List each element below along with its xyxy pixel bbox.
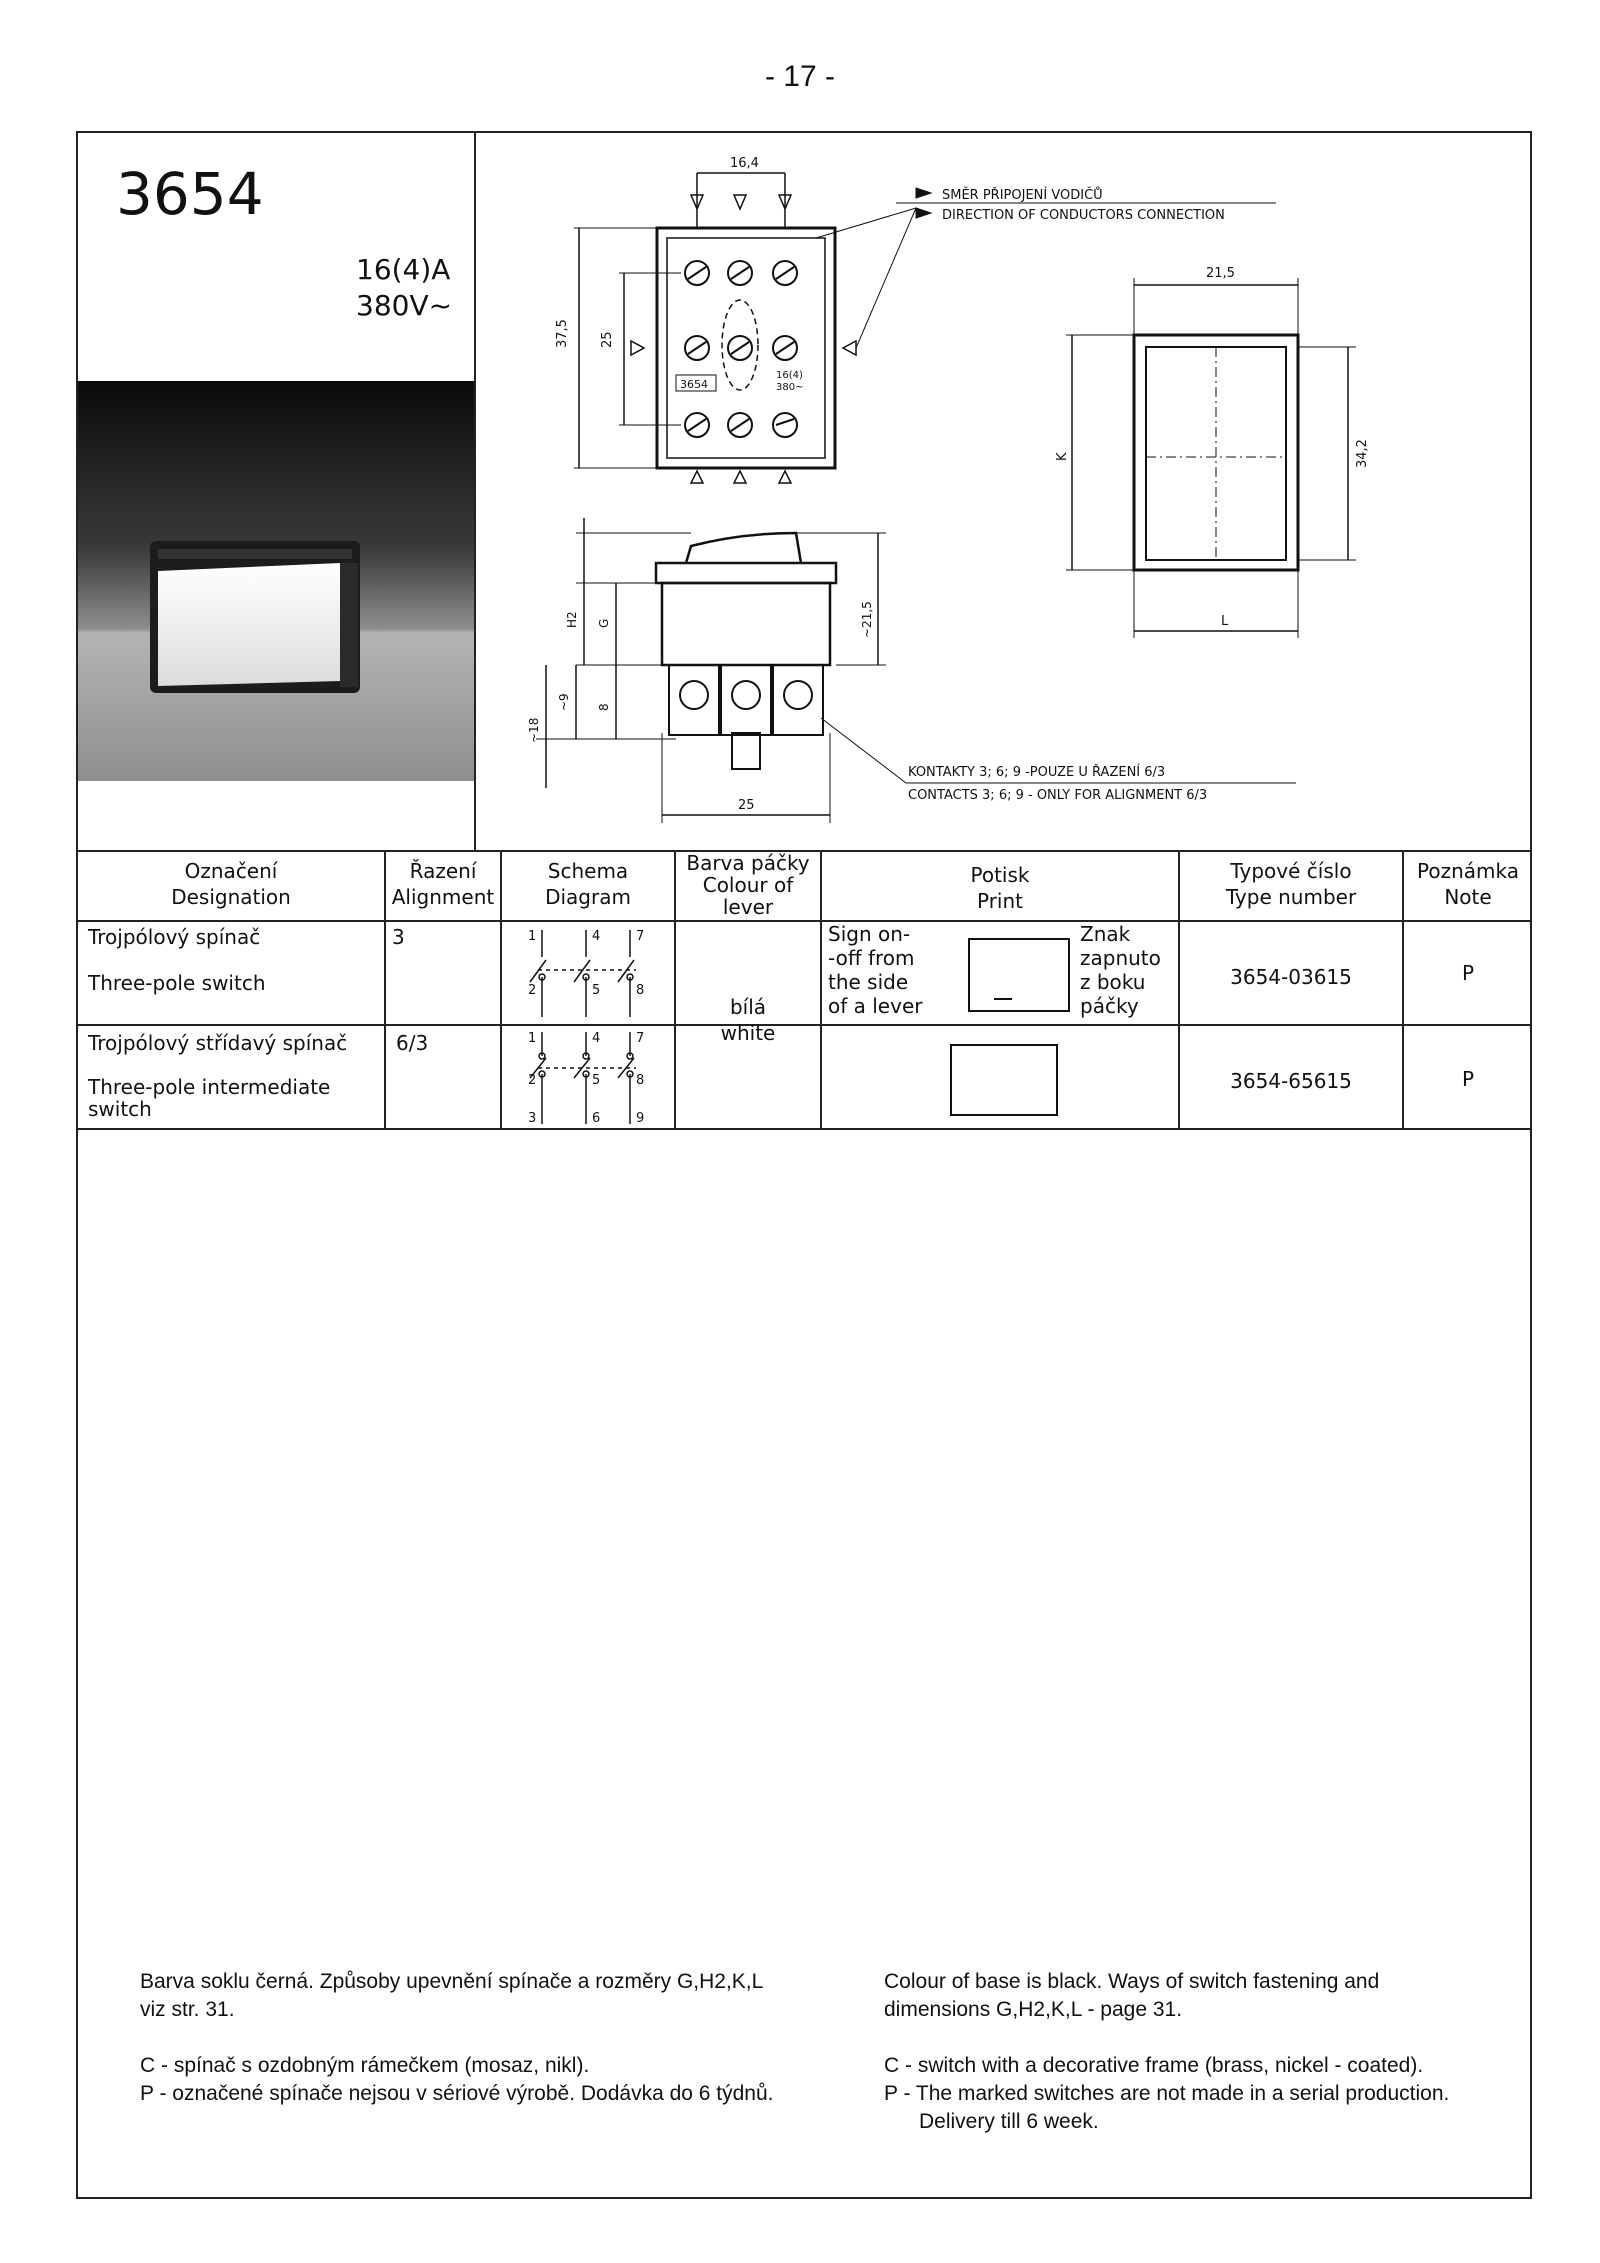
diag-num: 4 (592, 929, 601, 944)
header-diagram: Schema Diagram (545, 859, 631, 909)
note-cz-1: Barva soklu černá. Způsoby upevnění spínače a rozměry G,H2,K,L viz str. 31. (140, 1970, 764, 2021)
note-en-contacts: CONTACTS 3; 6; 9 - ONLY FOR ALIGNMENT 6/3 (908, 788, 1208, 803)
header-alignment: Řazení Alignment (391, 859, 495, 909)
dim-37-5: 37,5 (555, 319, 570, 348)
header-type-number: Typové číslo Type number (1225, 859, 1357, 909)
header-designation: Označení Designation (171, 859, 291, 909)
dim-K: K (1055, 452, 1070, 461)
diag-num: 2 (528, 983, 537, 998)
note-en-1: Colour of base is black. Ways of switch fastening and dimensions G,H2,K,L - page 31. (884, 1970, 1380, 2021)
print-mark (994, 998, 1012, 1000)
diag-num: 2 (528, 1073, 537, 1088)
row1-type-number: 3654-03615 (1230, 965, 1352, 989)
diag-num: 7 (636, 1031, 645, 1046)
top-view (555, 156, 916, 483)
row1-print-left: Sign on- -off from the side of a lever (828, 922, 923, 1018)
header-print: Potisk Print (970, 863, 1030, 913)
model-number: 3654 (116, 160, 264, 228)
dim-9: ~9 (557, 693, 571, 711)
note-en-3: P - The marked switches are not made in a serial production. Delivery till 6 week. (884, 2082, 1450, 2133)
diag-num: 6 (592, 1111, 601, 1126)
row1-designation-cz: Trojpólový spínač (88, 925, 261, 949)
dim-8: 8 (597, 703, 611, 711)
row1-diagram (502, 922, 674, 1024)
rating (356, 252, 452, 324)
dim-L: L (1221, 614, 1229, 629)
diag-num: 1 (528, 929, 537, 944)
colour-value: bílá white (720, 995, 776, 1045)
dim-18: ~18 (527, 717, 541, 743)
direction-note (896, 187, 1276, 223)
row2-designation-en: Three-pole intermediate switch (88, 1075, 331, 1121)
technical-drawing (476, 133, 1530, 849)
product-photo (78, 381, 474, 781)
row1-print-right: Znak zapnuto z boku páčky (1080, 922, 1161, 1018)
diag-num: 3 (528, 1111, 537, 1126)
side-view (527, 518, 1296, 823)
front-view (1055, 266, 1370, 638)
rating-current: 16(4)A (356, 253, 451, 286)
dim-G: G (597, 618, 611, 628)
diag-num: 5 (592, 1073, 601, 1088)
dim-25-h: 25 (738, 798, 755, 813)
diag-num: 9 (636, 1111, 645, 1126)
note-cz-direction: SMĚR PŘIPOJENÍ VODIČŮ (942, 188, 1103, 203)
dim-H2: H2 (565, 611, 579, 628)
note-cz-3: P - označené spínače nejsou v sériové výrobě. Dodávka do 6 týdnů. (140, 2082, 774, 2105)
header-note: Poznámka Note (1417, 859, 1519, 909)
rating-voltage: 380V~ (356, 289, 453, 322)
row2-note: P (1461, 1067, 1475, 1091)
dim-34-2: 34,2 (1355, 439, 1370, 468)
dim-25-v: 25 (600, 331, 615, 348)
diag-num: 8 (636, 1073, 645, 1088)
table-header-border (76, 920, 1532, 922)
page-number: - 17 - (764, 60, 836, 93)
diag-num: 5 (592, 983, 601, 998)
body-label-voltage: 380~ (776, 382, 804, 393)
dim-21-5-top: 21,5 (1206, 266, 1235, 281)
body-label-rating: 16(4) (776, 370, 803, 381)
note-en-2: C - switch with a decorative frame (brass, nickel - coated). (884, 2054, 1424, 2077)
diag-num: 1 (528, 1031, 537, 1046)
row2-diagram (502, 1026, 674, 1128)
note-en-direction: DIRECTION OF CONDUCTORS CONNECTION (942, 208, 1225, 223)
note-cz-contacts: KONTAKTY 3; 6; 9 -POUZE U ŘAZENÍ 6/3 (908, 765, 1166, 780)
row1-designation-en: Three-pole switch (88, 971, 266, 995)
row2-print-box (950, 1044, 1058, 1116)
table-bottom-border (76, 1128, 1532, 1130)
body-label-model: 3654 (680, 378, 708, 391)
row1-alignment: 3 (392, 925, 405, 949)
diag-num: 4 (592, 1031, 601, 1046)
diag-num: 7 (636, 929, 645, 944)
diag-num: 8 (636, 983, 645, 998)
note-cz-2: C - spínač s ozdobným rámečkem (mosaz, nikl). (140, 2054, 590, 2077)
header-colour: Barva páčky Colour of lever (686, 851, 810, 919)
row2-type-number: 3654-65615 (1230, 1069, 1352, 1093)
row2-designation-cz: Trojpólový střídavý spínač (88, 1031, 348, 1055)
row1-print-box (968, 938, 1070, 1012)
dim-16-4: 16,4 (730, 156, 759, 171)
dim-21-5-side: ~21,5 (860, 601, 874, 638)
row2-alignment: 6/3 (396, 1031, 429, 1055)
row1-note: P (1461, 961, 1475, 985)
